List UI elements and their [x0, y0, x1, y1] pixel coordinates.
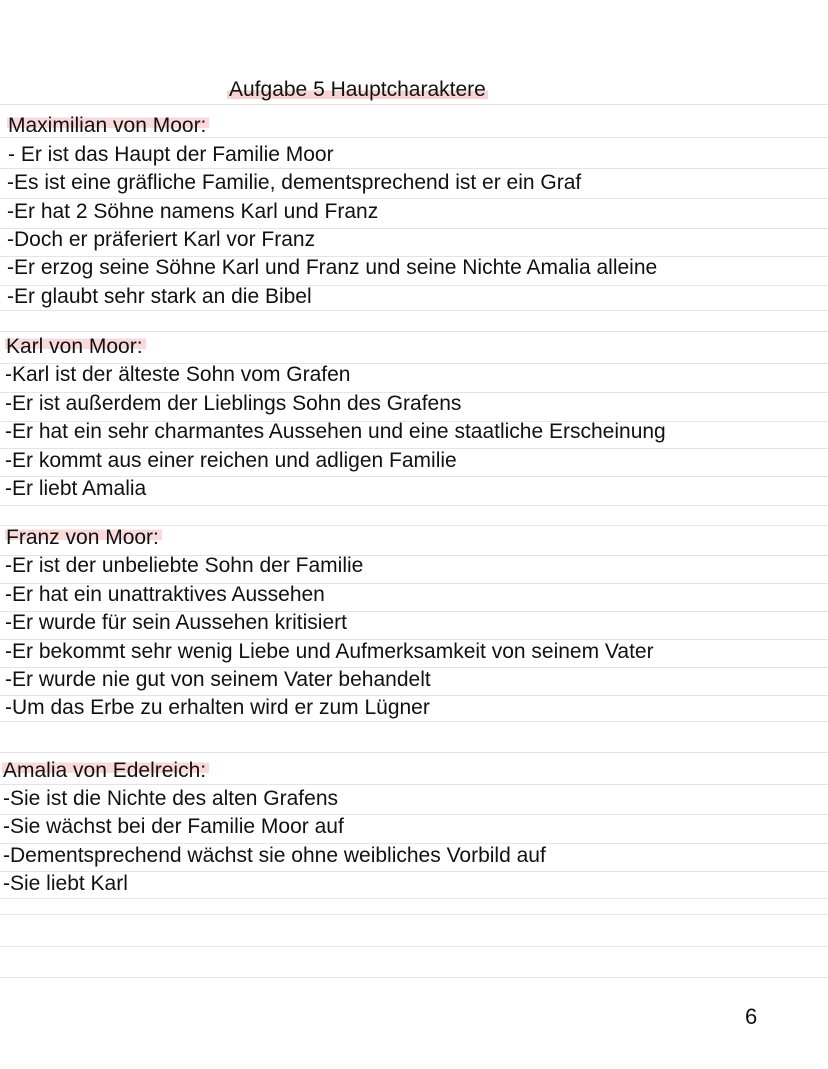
list-item: - Er ist das Haupt der Familie Moor: [8, 143, 334, 166]
ruled-line: [0, 898, 828, 899]
ruled-line: [0, 946, 828, 947]
list-item: -Sie ist die Nichte des alten Grafens: [3, 787, 338, 810]
ruled-line: [0, 914, 828, 915]
list-item: -Er hat ein sehr charmantes Aussehen und eine staatliche Erscheinung: [5, 420, 666, 443]
list-item: -Er ist der unbeliebte Sohn der Familie: [5, 554, 364, 577]
list-item: -Er wurde für sein Aussehen kritisiert: [5, 611, 347, 634]
list-item: -Er ist außerdem der Lieblings Sohn des Grafens: [5, 392, 462, 415]
ruled-line: [0, 104, 828, 105]
ruled-line: [0, 752, 828, 753]
list-item: -Es ist eine gräfliche Familie, dementsprechend ist er ein Graf: [7, 171, 582, 194]
list-item: -Dementsprechend wächst sie ohne weibliches Vorbild auf: [3, 844, 546, 867]
section-heading-text: Maximilian von Moor:: [7, 114, 209, 137]
section-heading-text: Amalia von Edelreich:: [2, 759, 209, 782]
list-item: -Doch er präferiert Karl vor Franz: [7, 228, 316, 251]
list-item: -Er wurde nie gut von seinem Vater behandelt: [5, 668, 431, 691]
list-item: -Er kommt aus einer reichen und adligen Familie: [5, 449, 457, 472]
section-heading-text: Franz von Moor:: [5, 526, 162, 549]
list-item: -Um das Erbe zu erhalten wird er zum Lügner: [5, 696, 430, 719]
section-heading-karl: [5, 333, 146, 361]
list-item: -Er liebt Amalia: [5, 477, 147, 500]
list-item: -Sie liebt Karl: [3, 872, 128, 895]
section-heading-amalia: [2, 757, 209, 785]
section-heading-maximilian: [7, 112, 209, 140]
list-item: -Er bekommt sehr wenig Liebe und Aufmerksamkeit von seinem Vater: [5, 640, 654, 663]
section-heading-franz: [5, 524, 162, 552]
ruled-line: [0, 331, 828, 332]
page-number: 6: [745, 1004, 758, 1029]
list-item: -Karl ist der älteste Sohn vom Grafen: [5, 363, 351, 386]
section-heading-text: Karl von Moor:: [5, 335, 146, 358]
list-item: -Er hat 2 Söhne namens Karl und Franz: [7, 200, 379, 223]
list-item: -Er glaubt sehr stark an die Bibel: [7, 285, 312, 308]
list-item: -Er hat ein unattraktives Aussehen: [5, 583, 325, 606]
page-title: [227, 76, 488, 104]
page-title-text: Aufgabe 5 Hauptcharaktere: [229, 78, 486, 101]
ruled-line: [0, 977, 828, 978]
list-item: -Er erzog seine Söhne Karl und Franz und seine Nichte Amalia alleine: [7, 256, 658, 279]
list-item: -Sie wächst bei der Familie Moor auf: [3, 815, 344, 838]
ruled-line: [0, 505, 828, 506]
